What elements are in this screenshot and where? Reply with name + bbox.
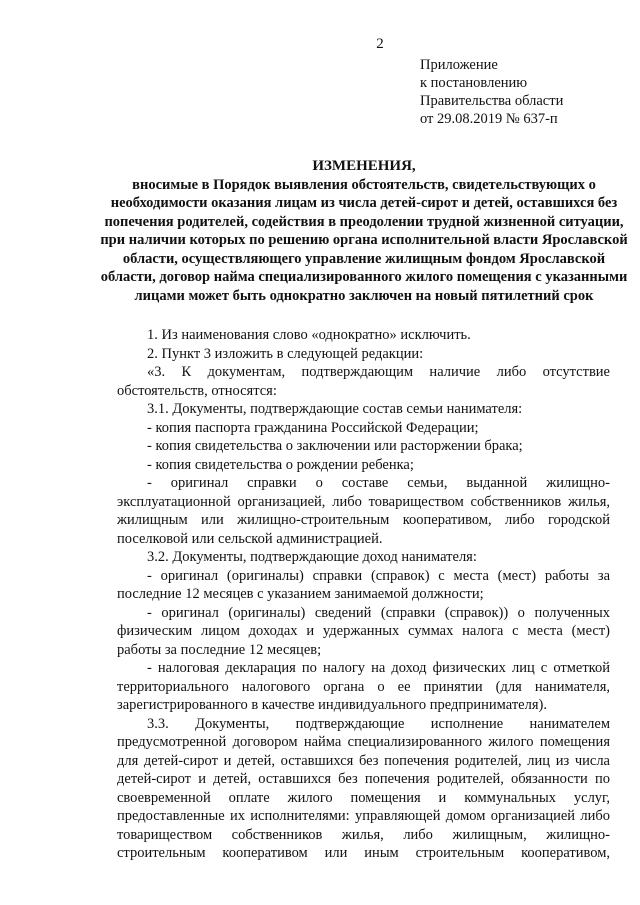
paragraph: - оригинал (оригиналы) справки (справок) с места (мест) работы за последние 12 месяцев с указанием занимаемой должности; xyxy=(117,567,610,602)
document-heading xyxy=(100,157,628,305)
appendix-line: к постановлению xyxy=(420,75,528,91)
appendix-line: Правительства области xyxy=(420,93,564,109)
paragraph: - налоговая декларация по налогу на доход физических лиц с отметкой территориального налогового органа о ее принятии (для нанимателя, зарегистрированного в качестве индивидуального предпринимателя). xyxy=(117,660,610,713)
paragraph: - копия свидетельства о заключении или расторжении брака; xyxy=(147,438,523,454)
heading-subtitle: вносимые в Порядок выявления обстоятельств, свидетельствующих о необходимости оказания лицам из числа детей-сирот и детей, оставшихся без попечения родителей, содействия в преодолении трудной жизненной ситуации, при наличии которых по решению органа исполнительной власти Ярославской области, осуществляющего управление жилищным фондом Ярославской области, договор найма специализированного жилого помещения с указанными лицами может быть однократно заключен на новый пятилетний срок xyxy=(100,176,628,304)
appendix-block xyxy=(420,56,563,128)
paragraph: - оригинал справки о составе семьи, выданной жилищно-эксплуатационной организацией, либо товариществом собственников жилья, жилищным или жилищно-строительным кооперативом, либо городской поселковой или сельской администрацией. xyxy=(117,475,610,547)
paragraph: 2. Пункт 3 изложить в следующей редакции: xyxy=(147,345,424,362)
appendix-line: Приложение xyxy=(420,57,498,73)
page-number: 2 xyxy=(376,36,384,52)
document-body xyxy=(117,326,610,863)
paragraph: - оригинал (оригиналы) сведений (справки (справок)) о полученных физическим лицом доходах и удержанных суммах налога с места (мест) работы за последние 12 месяцев; xyxy=(117,604,610,658)
paragraph: 3.1. Документы, подтверждающие состав семьи нанимателя: xyxy=(147,401,523,417)
appendix-line: от 29.08.2019 № 637-п xyxy=(420,111,558,127)
paragraph: «3. К документам, подтверждающим наличие либо отсутствие обстоятельств, относятся: xyxy=(117,364,610,399)
paragraph: - копия свидетельства о рождении ребенка; xyxy=(147,456,414,473)
paragraph: 1. Из наименования слово «однократно» исключить. xyxy=(147,327,471,343)
paragraph: - копия паспорта гражданина Российской Федерации; xyxy=(147,419,479,436)
paragraph: 3.2. Документы, подтверждающие доход нанимателя: xyxy=(147,549,477,565)
paragraph: 3.3. Документы, подтверждающие исполнение нанимателем предусмотренной договором найма специализированного жилого помещения для детей-сирот и детей, оставшихся без попечения родителей, лиц из числа детей-сирот и детей, оставшихся без попечения родителей, обязанности по своевременной оплате жилого помещения и коммунальных услуг, предоставленные их исполнителями: управляющей домом организацией либо товариществом собственников жилья, либо жилищным, жилищно-строительным кооперативом или иным строительным кооперативом, xyxy=(117,715,610,861)
heading-title: ИЗМЕНЕНИЯ, xyxy=(312,158,416,174)
